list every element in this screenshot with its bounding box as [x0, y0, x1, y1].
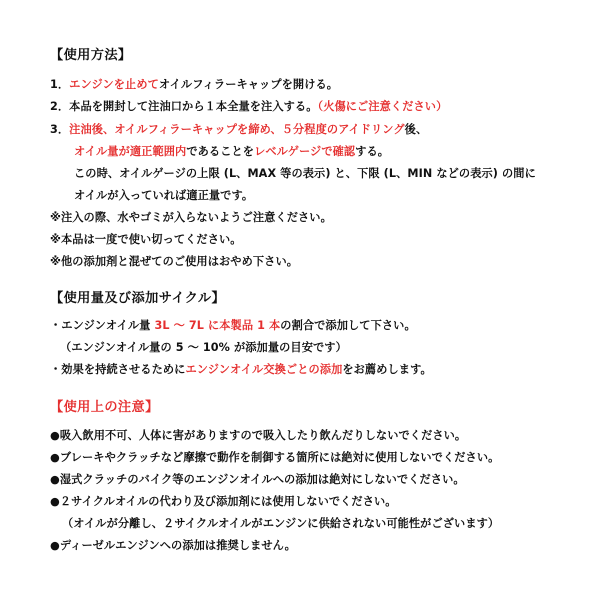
text-segment: ●吸入飲用不可、人体に害がありますので吸入したり飲んだりしないでください。 — [50, 429, 467, 442]
text-segment-highlight: （火傷にご注意ください） — [317, 100, 448, 113]
text-segment: ※本品は一度で使い切ってください。 — [50, 233, 242, 246]
text-segment: ●湿式クラッチのバイク等のエンジンオイルへの添加は絶対にしないでください。 — [50, 473, 465, 486]
text-segment: であることを — [186, 145, 255, 158]
text-segment: オイルが入っていれば適正量です。 — [74, 189, 254, 202]
text-segment: ※注入の際、水やゴミが入らないようご注意ください。 — [50, 211, 332, 224]
precaution-2 — [50, 450, 499, 466]
usage-note-1 — [50, 210, 332, 226]
usage-step-3 — [50, 122, 427, 138]
text-segment-highlight: 注油後、オイルフィラーキャップを締め、５分程度のアイドリング — [69, 123, 405, 136]
text-segment: ●２サイクルオイルの代わり及び添加剤には使用しないでください。 — [50, 495, 397, 508]
section-heading-usage-method: 【使用方法】 — [50, 48, 132, 63]
precaution-1 — [50, 428, 466, 444]
text-segment: ・効果を持続させるために — [50, 363, 186, 376]
text-segment: ・エンジンオイル量 — [50, 319, 155, 332]
text-segment: ●ブレーキやクラッチなど摩擦で動作を制御する箇所には絶対に使用しないでください。 — [50, 451, 500, 464]
text-segment: 1． — [50, 78, 70, 91]
text-segment: 3． — [50, 123, 70, 136]
text-segment: の割合で添加して下さい。 — [280, 319, 416, 332]
dosage-line-2 — [60, 340, 347, 356]
text-segment: する。 — [355, 145, 390, 158]
text-segment-highlight: 3L ～ 7L に本製品 1 本 — [154, 319, 281, 332]
text-segment: （オイルが分離し、２サイクルオイルがエンジンに供給されない可能性がございます） — [62, 517, 500, 530]
dosage-line-3 — [50, 362, 432, 378]
usage-step-3-cont-3 — [74, 188, 253, 204]
precaution-4-note — [62, 516, 499, 532]
usage-step-3-cont-1 — [74, 144, 389, 160]
usage-note-2 — [50, 232, 242, 248]
usage-step-3-cont-2 — [74, 166, 536, 182]
text-segment: ※他の添加剤と混ぜてのご使用はおやめ下さい。 — [50, 255, 299, 268]
precaution-5 — [50, 538, 296, 554]
text-segment: 後、 — [404, 123, 428, 136]
section-heading-dosage-cycle: 【使用量及び添加サイクル】 — [50, 291, 226, 306]
text-segment: この時、オイルゲージの上限 (L、MAX 等の表示) と、下限 (L、MIN などの表示) の間に — [74, 167, 536, 180]
text-segment: ●ディーゼルエンジンへの添加は推奨しません。 — [50, 539, 296, 552]
text-segment-highlight: オイル量が適正範囲内 — [74, 145, 187, 158]
dosage-line-1 — [50, 318, 416, 334]
precaution-3 — [50, 472, 465, 488]
usage-note-3 — [50, 254, 298, 270]
text-segment: （エンジンオイル量の 5 ～ 10% が添加量の目安です） — [60, 341, 347, 354]
text-segment-highlight: レベルゲージで確認 — [254, 145, 356, 158]
usage-step-2 — [50, 99, 447, 115]
text-segment: をお薦めします。 — [342, 363, 432, 376]
text-segment-highlight: エンジンオイル交換ごとの添加 — [185, 363, 343, 376]
section-heading-precautions: 【使用上の注意】 — [50, 400, 159, 415]
text-segment-highlight: エンジンを止めて — [69, 78, 159, 91]
usage-step-1 — [50, 77, 338, 93]
text-segment: 2．本品を開封して注油口から１本全量を注入する。 — [50, 100, 318, 113]
text-segment: オイルフィラーキャップを開ける。 — [158, 78, 339, 91]
precaution-4 — [50, 494, 397, 510]
